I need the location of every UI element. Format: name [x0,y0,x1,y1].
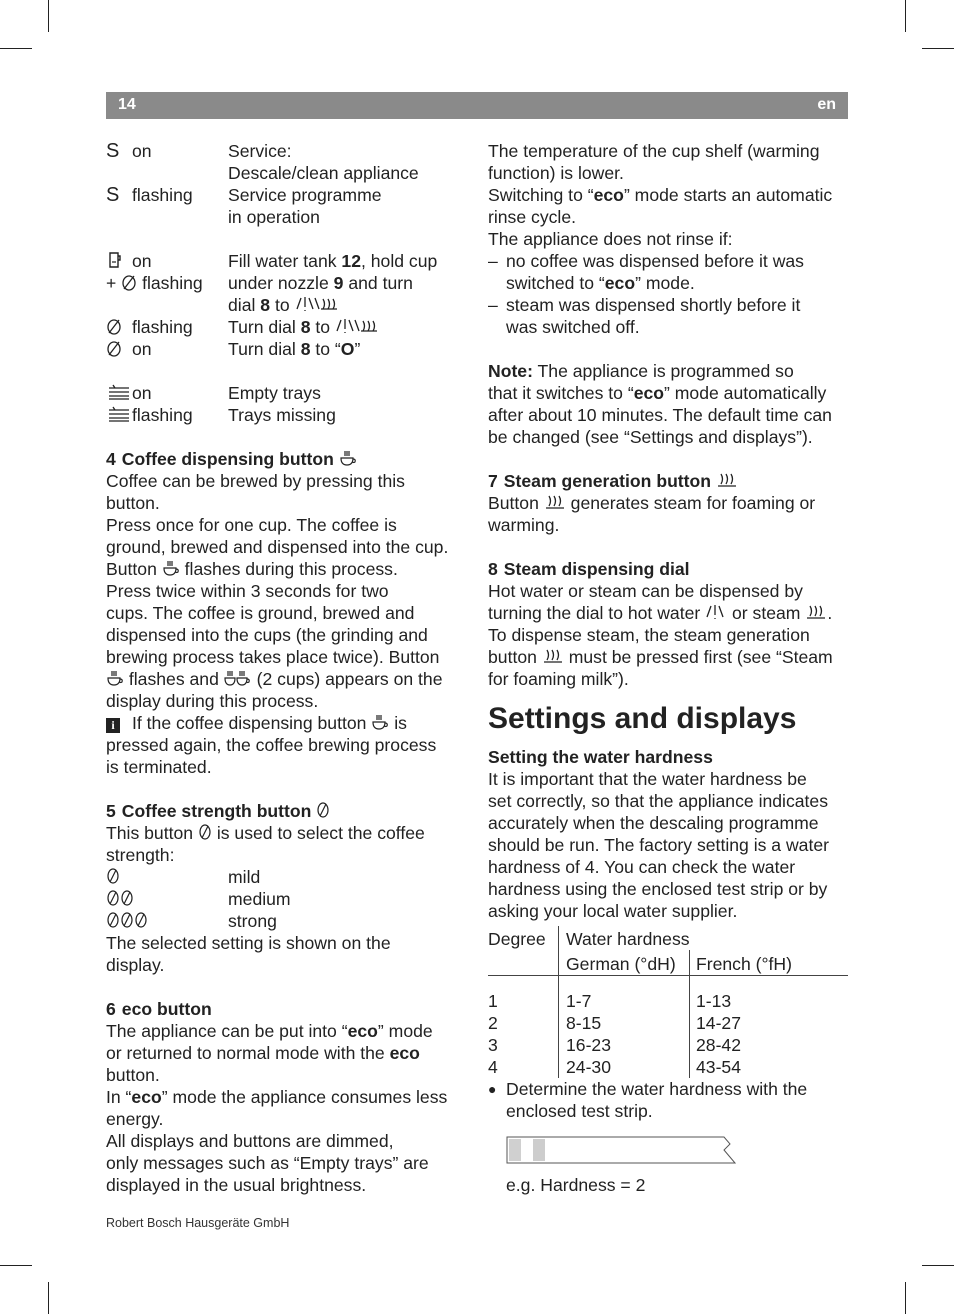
status-row [106,382,471,404]
status-desc: and turn [343,273,413,293]
status-desc: to “ [310,339,341,359]
text-fragment: eco [131,1087,162,1107]
left-column [106,140,471,1196]
page-header [106,92,848,119]
section-title: Steam dispensing dial [503,559,690,579]
table-cell: 24-30 [559,1056,690,1078]
status-row [106,140,471,184]
paragraph-line: brewing process takes place twice). Button [106,647,440,667]
text-fragment: no coffee was dispensed before it was [506,251,804,271]
strength-label: mild [228,867,261,887]
status-desc: O [340,339,355,359]
section-number: 6 [106,999,116,1019]
paragraph-line: It is important that the water hardness be [488,769,807,789]
steam-icon [544,493,566,511]
paragraph-line: be changed (see “Settings and displays”). [488,427,813,447]
strength-label: strong [228,911,277,931]
info-icon: i [106,718,120,733]
section-heading [488,470,850,492]
paragraph-line [106,1086,471,1108]
bullet-item [488,1078,850,1122]
text-fragment: If the coffee dispensing button [132,713,372,733]
section-heading [106,800,471,822]
paragraph-line [106,822,471,844]
paragraph-line: should be run. The factory setting is a water [488,835,829,855]
table-cell: 28-42 [690,1034,849,1056]
steam-icon [542,647,564,665]
table-row [488,990,848,1012]
paragraph-line: hardness using the enclosed test strip or by [488,879,828,899]
status-desc: 9 [333,273,344,293]
status-row [106,316,471,338]
paragraph-line: after about 10 minutes. The default time can [488,405,832,425]
section-number: 7 [488,471,498,491]
status-desc: Trays missing [228,405,336,425]
status-desc: Service programme [228,185,382,205]
paragraph-line [488,184,850,206]
paragraph-line [488,602,850,624]
dash-list-item [488,250,850,294]
text-fragment: or returned to normal mode with the [106,1043,390,1063]
language-label: en [817,96,836,113]
text-fragment: ” mode. [635,273,695,293]
paragraph-line [106,1042,471,1064]
text-fragment: ” mode [377,1021,433,1041]
coffee-cup-icon [162,559,180,577]
paragraph-line: dispensed into the cups (the grinding and [106,625,428,645]
paragraph-line: The appliance does not rinse if: [488,229,733,249]
text-fragment: button [488,647,542,667]
text-fragment: Button [106,559,162,579]
two-beans-icon [106,889,134,907]
table-cell: 3 [488,1035,498,1055]
status-state: flashing [132,405,193,425]
strength-row [106,866,471,888]
paragraph-line [106,558,471,580]
dial-indicator-icon [106,317,122,335]
text-fragment: ” mode automatically [664,383,827,403]
dash-marker: – [488,251,498,271]
text-fragment: or steam [727,603,806,623]
service-symbol: S [106,140,120,162]
status-desc: 8 [260,295,271,315]
text-fragment: The appliance is programmed so [532,361,794,381]
paragraph-line: function) is lower. [488,163,624,183]
status-desc: , hold cup [361,251,438,271]
paragraph-line [106,668,471,690]
text-fragment: switched to “ [506,273,605,293]
table-header: French (°fH) [690,950,849,976]
subsection-heading: Setting the water hardness [488,747,713,767]
text-fragment: eco [593,185,624,205]
dash-list-item [488,294,850,338]
section-title: eco button [121,999,212,1019]
crop-mark [922,1265,954,1266]
right-column [488,140,850,1196]
paragraph-line: ground, brewed and dispensed into the cup. [106,537,449,557]
status-desc: to [310,317,335,337]
section-title: Coffee strength button [121,801,312,821]
status-desc: Turn dial [228,317,301,337]
paragraph-line: display. [106,955,165,975]
water-tank-icon [106,251,122,269]
crop-mark [0,1265,32,1266]
status-desc: 8 [300,339,311,359]
test-strip-image [506,1136,736,1164]
paragraph-line: button. [106,493,160,513]
paragraph-line: displayed in the usual brightness. [106,1175,367,1195]
section-number: 5 [106,801,116,821]
text-fragment: flashes during this process. [179,559,398,579]
crop-mark [922,48,954,49]
status-state: flashing [132,185,193,205]
text-fragment: was switched off. [506,317,640,337]
paragraph-line: Coffee can be brewed by pressing this [106,471,405,491]
section-title: Steam generation button [503,471,712,491]
section-title: Coffee dispensing button [121,449,334,469]
table-cell: 8-15 [559,1012,690,1034]
paragraph-line: set correctly, so that the appliance indicates [488,791,829,811]
status-desc: dial [228,295,261,315]
status-desc: ” [354,339,361,359]
two-cups-icon [224,669,252,687]
text-fragment: Determine the water hardness with the [506,1079,808,1099]
water-hardness-table [488,926,848,1078]
table-cell: 4 [488,1057,498,1077]
paragraph-line: Press once for one cup. The coffee is [106,515,397,535]
status-row [106,250,471,272]
table-row [488,1056,848,1078]
footer-company: Robert Bosch Hausgeräte GmbH [106,1216,290,1230]
paragraph-line: The temperature of the cup shelf (warming [488,141,820,161]
section-heading [106,998,471,1020]
status-desc: in operation [228,207,320,227]
paragraph-line: Hot water or steam can be dispensed by [488,581,803,601]
strength-label: medium [228,889,291,909]
hot-water-steam-icon [295,295,341,313]
paragraph-line: The selected setting is shown on the [106,933,391,953]
strength-row [106,910,471,932]
strength-row [106,888,471,910]
table-row [488,1012,848,1034]
test-strip-illustration [506,1136,736,1164]
text-fragment: . [827,603,833,623]
bullet-marker: ● [488,1081,497,1097]
paragraph-line [488,646,850,668]
paragraph-line: for foaming milk”). [488,669,629,689]
status-desc: Service: [228,141,292,161]
paragraph-line: asking your local water supplier. [488,901,738,921]
text-fragment: This button [106,823,198,843]
text-fragment: is used to select the coffee [211,823,425,843]
hot-water-steam-icon [335,317,381,335]
status-desc: under nozzle [228,273,334,293]
text-fragment: In “ [106,1087,132,1107]
section-heading [488,558,850,580]
status-row [106,184,471,228]
status-desc: Empty trays [228,383,321,403]
status-desc: Descale/clean appliance [228,163,419,183]
text-fragment: generates steam for foaming or [565,493,816,513]
tray-icon [106,383,132,401]
status-row [106,404,471,426]
paragraph-line: display during this process. [106,691,319,711]
text-fragment: Button [488,493,544,513]
paragraph-line: warming. [488,515,560,535]
crop-mark [0,48,32,49]
text-fragment: enclosed test strip. [506,1101,653,1121]
page-section-title: Settings and displays [488,702,797,735]
coffee-cup-icon [371,713,389,731]
text-fragment: eco [347,1021,378,1041]
table-cell: 1-7 [559,990,690,1012]
text-fragment: steam was dispensed shortly before it [506,295,801,315]
note-label: Note: [488,361,533,381]
hot-water-icon [705,603,727,621]
text-fragment: eco [389,1043,420,1063]
one-bean-icon [106,867,120,885]
dial-indicator-icon [106,339,122,357]
table-header: Degree [488,929,546,949]
status-desc: to [270,295,295,315]
paragraph-line: cups. The coffee is ground, brewed and [106,603,415,623]
paragraph-line [106,1020,471,1042]
table-header: German (°dH) [559,950,690,976]
paragraph-line: hardness of 4. You can check the water [488,857,796,877]
coffee-cup-icon [339,449,357,467]
paragraph-line [488,492,850,514]
text-fragment: flashes and [124,669,224,689]
info-line [106,712,471,734]
table-cell [488,950,559,976]
page-number: 14 [118,96,136,113]
coffee-bean-icon [198,823,212,841]
status-row [106,272,471,294]
table-cell: 16-23 [559,1034,690,1056]
example-text: e.g. Hardness = 2 [506,1175,646,1195]
status-state: flashing [142,273,203,293]
text-fragment: Switching to “ [488,185,594,205]
paragraph-line: Press twice within 3 seconds for two [106,581,389,601]
note-line [488,360,850,382]
paragraph-line: rinse cycle. [488,207,576,227]
table-row [488,1034,848,1056]
text-fragment: must be pressed first (see “Steam [563,647,833,667]
status-desc: 8 [300,317,311,337]
dash-marker: – [488,295,498,315]
paragraph-line: pressed again, the coffee brewing process [106,735,437,755]
paragraph-line: accurately when the descaling programme [488,813,819,833]
plus-sign: + [106,273,117,293]
crop-mark [905,0,906,32]
text-fragment: is [389,713,407,733]
status-state: on [132,141,152,161]
steam-icon [716,471,738,489]
status-row [106,338,471,360]
paragraph-line [488,382,850,404]
paragraph-line: energy. [106,1109,164,1129]
status-desc: Turn dial [228,339,301,359]
paragraph-line: only messages such as “Empty trays” are [106,1153,429,1173]
text-fragment: ” mode the appliance consumes less [161,1087,448,1107]
crop-mark [905,1282,906,1314]
table-cell: 2 [488,1013,498,1033]
service-symbol: S [106,184,120,206]
status-state: on [132,383,152,403]
paragraph-line: strength: [106,845,175,865]
crop-mark [48,0,49,32]
coffee-bean-icon [316,801,330,819]
text-fragment: eco [633,383,665,403]
status-desc: Fill water tank [228,251,342,271]
paragraph-line: is terminated. [106,757,212,777]
tray-icon [106,405,132,423]
crop-mark [48,1282,49,1314]
table-cell: 1 [488,991,498,1011]
table-cell: 14-27 [690,1012,849,1034]
text-fragment: eco [604,273,636,293]
table-header: Water hardness [559,926,849,950]
dial-indicator-icon [121,273,137,291]
section-heading [106,448,471,470]
status-row [106,294,471,316]
status-state: on [132,251,152,271]
text-fragment: turning the dial to hot water [488,603,706,623]
status-state: on [132,339,152,359]
three-beans-icon [106,911,148,929]
section-number: 4 [106,449,116,469]
paragraph-line: All displays and buttons are dimmed, [106,1131,394,1151]
text-fragment: (2 cups) appears on the [251,669,443,689]
text-fragment: The appliance can be put into “ [106,1021,348,1041]
table-cell: 1-13 [690,990,849,1012]
text-fragment: ” mode starts an automatic [623,185,833,205]
steam-icon [805,603,827,621]
section-number: 8 [488,559,498,579]
paragraph-line: button. [106,1065,160,1085]
table-cell: 43-54 [690,1056,849,1078]
text-fragment: that it switches to “ [488,383,634,403]
status-desc: 12 [341,251,361,271]
coffee-cup-icon [106,669,124,687]
status-state: flashing [132,317,193,337]
paragraph-line: To dispense steam, the steam generation [488,625,810,645]
